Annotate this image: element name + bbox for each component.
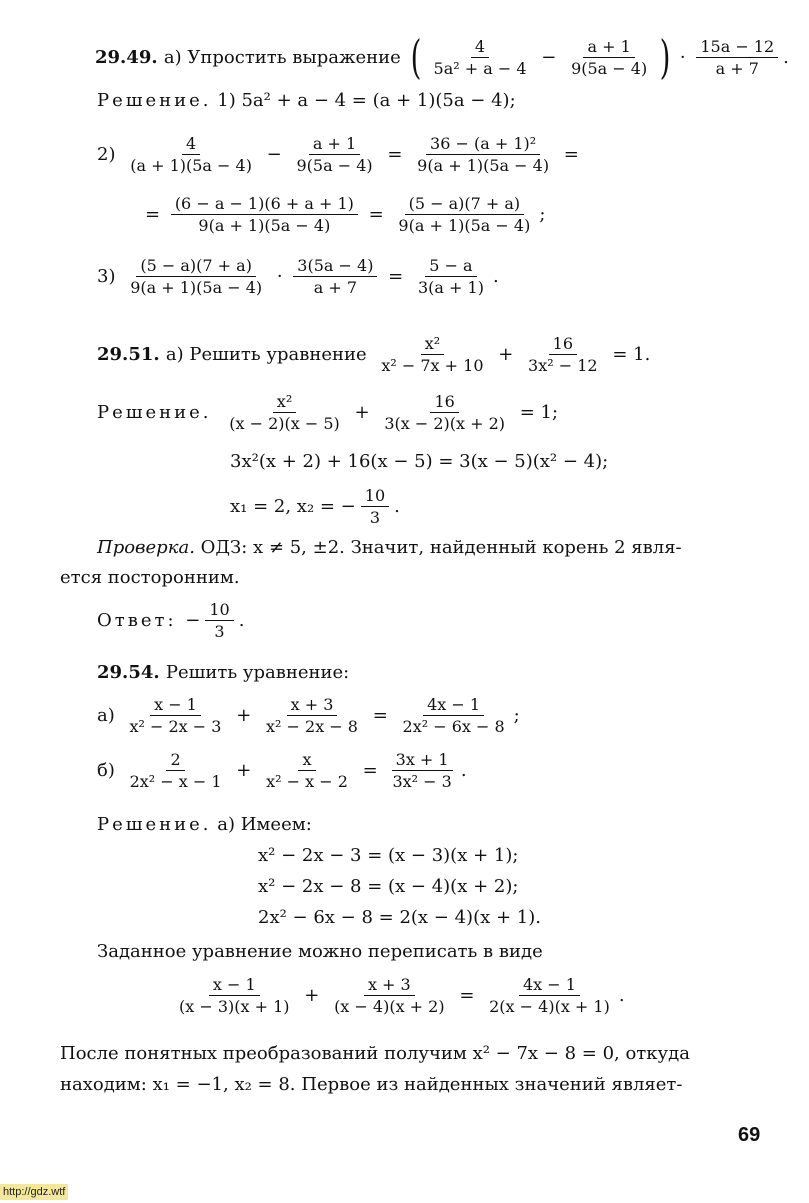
problem-29-49-statement: [95, 30, 789, 84]
solution-29-54-header: [97, 814, 312, 835]
fraction: [388, 750, 455, 791]
section-label: Решение.: [97, 402, 221, 423]
numerator: x + 3: [364, 975, 415, 996]
text: а) Решить уравнение: [165, 344, 373, 365]
denominator: 3(x − 2)(x + 2): [384, 414, 506, 433]
text: .: [618, 985, 625, 1006]
math-text: =: [145, 204, 166, 225]
text: а) Имеем:: [211, 814, 312, 835]
fraction: [262, 695, 362, 736]
solution-step-1: [97, 90, 516, 111]
numerator: a + 1: [309, 134, 360, 155]
fraction: [330, 975, 449, 1016]
problem-29-54-a: [97, 695, 520, 736]
denominator: x² − 2x − 3: [129, 717, 222, 736]
text: .: [394, 496, 400, 517]
text: .: [783, 46, 789, 68]
fraction: [262, 750, 352, 791]
math-text: x² − 2x − 8 = (x − 4)(x + 2);: [258, 876, 519, 897]
denominator: (x − 4)(x + 2): [334, 997, 445, 1016]
solution-step-3: [97, 256, 499, 297]
denominator: 2(x − 4)(x + 1): [489, 997, 610, 1016]
math-text: а): [97, 705, 121, 726]
factorization-3: [258, 907, 541, 928]
fraction: [696, 37, 778, 78]
text: ;: [539, 204, 546, 225]
denominator: (x − 3)(x + 1): [179, 997, 290, 1016]
denominator: x² − 7x + 10: [381, 356, 484, 375]
math-text: +: [298, 985, 326, 1006]
fraction: [292, 134, 376, 175]
denominator: a + 7: [313, 278, 358, 297]
math-text: 1) 5a² + a − 4 = (a + 1)(5a − 4);: [211, 90, 516, 111]
math-text: б): [97, 760, 121, 781]
fraction: [293, 256, 377, 297]
problem-number: 29.49.: [95, 46, 164, 68]
math-text: 3): [97, 266, 122, 287]
problem-number: 29.51.: [97, 344, 166, 365]
denominator: 9(5a − 4): [571, 58, 648, 78]
math-text: −: [260, 144, 288, 165]
rewrite-text: [97, 941, 543, 962]
fraction: [205, 600, 233, 641]
numerator: x − 1: [209, 975, 260, 996]
denominator: (a + 1)(5a − 4): [130, 156, 252, 175]
math-text: 2x² − 6x − 8 = 2(x − 4)(x + 1).: [258, 907, 541, 928]
math-text: =: [558, 144, 579, 165]
numerator: 16: [549, 334, 577, 355]
solution-29-51-roots: [230, 486, 400, 527]
text: ется посторонним.: [60, 567, 240, 588]
denominator: 9(a + 1)(5a − 4): [130, 278, 263, 297]
section-label: Решение.: [97, 90, 212, 111]
math-text: =: [362, 204, 390, 225]
math-text: = 1.: [606, 344, 651, 365]
problem-number: 29.54.: [97, 662, 166, 683]
factorization-1: [258, 845, 518, 866]
fraction: [126, 134, 256, 175]
denominator: 9(a + 1)(5a − 4): [417, 156, 550, 175]
fraction: [394, 194, 534, 235]
factorization-2: [258, 876, 518, 897]
denominator: 9(a + 1)(5a − 4): [198, 216, 331, 235]
denominator: 5a² + a − 4: [433, 58, 527, 78]
conclusion-line-2: [60, 1074, 682, 1095]
check-paragraph: [97, 537, 682, 558]
numerator: x − 1: [150, 695, 201, 716]
fraction: [126, 750, 226, 791]
math-text: +: [492, 344, 520, 365]
text: .: [460, 760, 467, 781]
math-text: −: [185, 610, 201, 631]
solution-29-51-expanded: [230, 451, 608, 472]
numerator: 5 − a: [425, 256, 476, 277]
numerator: 16: [430, 392, 458, 413]
fraction: [485, 975, 614, 1016]
fraction: [399, 695, 509, 736]
denominator: 3x² − 3: [392, 772, 452, 791]
italic-label: Проверка.: [97, 537, 195, 558]
text: .: [238, 610, 245, 631]
numerator: 2: [166, 750, 184, 771]
numerator: (5 − a)(7 + a): [136, 256, 256, 277]
math-text: =: [453, 985, 481, 1006]
numerator: 3(5a − 4): [293, 256, 377, 277]
math-text: =: [366, 705, 394, 726]
numerator: a + 1: [583, 37, 634, 58]
parenthesis: ): [659, 30, 671, 84]
math-text: =: [382, 266, 409, 287]
math-text: 2): [97, 144, 122, 165]
denominator: 9(a + 1)(5a − 4): [398, 216, 531, 235]
fraction: [377, 334, 487, 375]
numerator: 36 − (a + 1)²: [426, 134, 540, 155]
answer-29-51: [97, 600, 244, 641]
parenthesis: (: [410, 30, 421, 84]
fraction: [414, 256, 488, 297]
numerator: 3x + 1: [392, 750, 453, 771]
text: Решить уравнение:: [165, 662, 350, 683]
math-text: =: [381, 144, 409, 165]
math-text: находим: x₁ = −1, x₂ = 8. Первое из найденных значений являет-: [60, 1074, 683, 1095]
text: ;: [513, 705, 520, 726]
math-text: +: [348, 402, 376, 423]
math-text: ·: [674, 46, 692, 68]
numerator: x: [298, 750, 315, 771]
denominator: 9(5a − 4): [296, 156, 373, 175]
denominator: x² − 2x − 8: [266, 717, 358, 736]
math-text: +: [230, 705, 257, 726]
denominator: 3(a + 1): [417, 278, 484, 297]
denominator: 3: [214, 622, 225, 641]
check-paragraph-cont: [60, 567, 240, 588]
solution-29-51-eq: [97, 392, 558, 433]
problem-29-54-b: [97, 750, 467, 791]
fraction: [430, 37, 531, 78]
rewritten-equation: [170, 975, 625, 1016]
numerator: 4: [471, 37, 489, 58]
numerator: x + 3: [287, 695, 338, 716]
math-text: x₁ = 2, x₂ = −: [230, 496, 356, 517]
conclusion-line-1: [60, 1043, 690, 1064]
numerator: (5 − a)(7 + a): [405, 194, 525, 215]
solution-step-2: [97, 134, 579, 175]
solution-step-2-cont: [145, 194, 545, 235]
fraction: [361, 486, 389, 527]
math-text: +: [230, 760, 258, 781]
section-label: Решение.: [97, 814, 212, 835]
fraction: [126, 256, 266, 297]
math-text: −: [535, 46, 563, 68]
numerator: 4: [182, 134, 200, 155]
fraction: [225, 392, 344, 433]
math-text: =: [356, 760, 384, 781]
math-text: ОДЗ: x ≠ 5, ±2. Значит, найденный корень 2 явля-: [194, 537, 682, 558]
math-text: 3x²(x + 2) + 16(x − 5) = 3(x − 5)(x² − 4);: [230, 451, 609, 472]
fraction: [171, 194, 358, 235]
page-number: 69: [738, 1124, 761, 1146]
numerator: 4x − 1: [519, 975, 580, 996]
text: Заданное уравнение можно переписать в виде: [97, 941, 543, 962]
denominator: 2x² − x − 1: [129, 772, 222, 791]
numerator: 10: [205, 600, 233, 621]
math-text: После понятных преобразований получим x² − 7x − 8 = 0, откуда: [60, 1043, 690, 1064]
numerator: 4x − 1: [423, 695, 484, 716]
denominator: 3: [369, 508, 381, 527]
math-text: ·: [271, 266, 289, 287]
text: .: [492, 266, 499, 287]
numerator: 15a − 12: [696, 37, 778, 58]
text: а) Упростить выражение: [163, 46, 407, 68]
denominator: a + 7: [715, 58, 759, 78]
fraction: [380, 392, 509, 433]
fraction: [125, 695, 225, 736]
numerator: (6 − a − 1)(6 + a + 1): [171, 194, 358, 215]
section-label: Ответ:: [97, 610, 186, 631]
fraction: [413, 134, 553, 175]
problem-29-54-statement: [97, 662, 349, 683]
fraction: [524, 334, 602, 375]
problem-29-51-statement: [97, 334, 650, 375]
denominator: 2x² − 6x − 8: [402, 717, 505, 736]
denominator: x² − x − 2: [266, 772, 348, 791]
math-text: x² − 2x − 3 = (x − 3)(x + 1);: [258, 845, 519, 866]
denominator: (x − 2)(x − 5): [229, 414, 340, 433]
fraction: [175, 975, 294, 1016]
numerator: x²: [421, 334, 444, 355]
math-text: = 1;: [514, 402, 559, 423]
denominator: 3x² − 12: [528, 356, 598, 375]
numerator: x²: [273, 392, 296, 413]
fraction: [567, 37, 651, 78]
watermark-link[interactable]: http://gdz.wtf: [0, 1184, 68, 1200]
numerator: 10: [361, 486, 389, 507]
